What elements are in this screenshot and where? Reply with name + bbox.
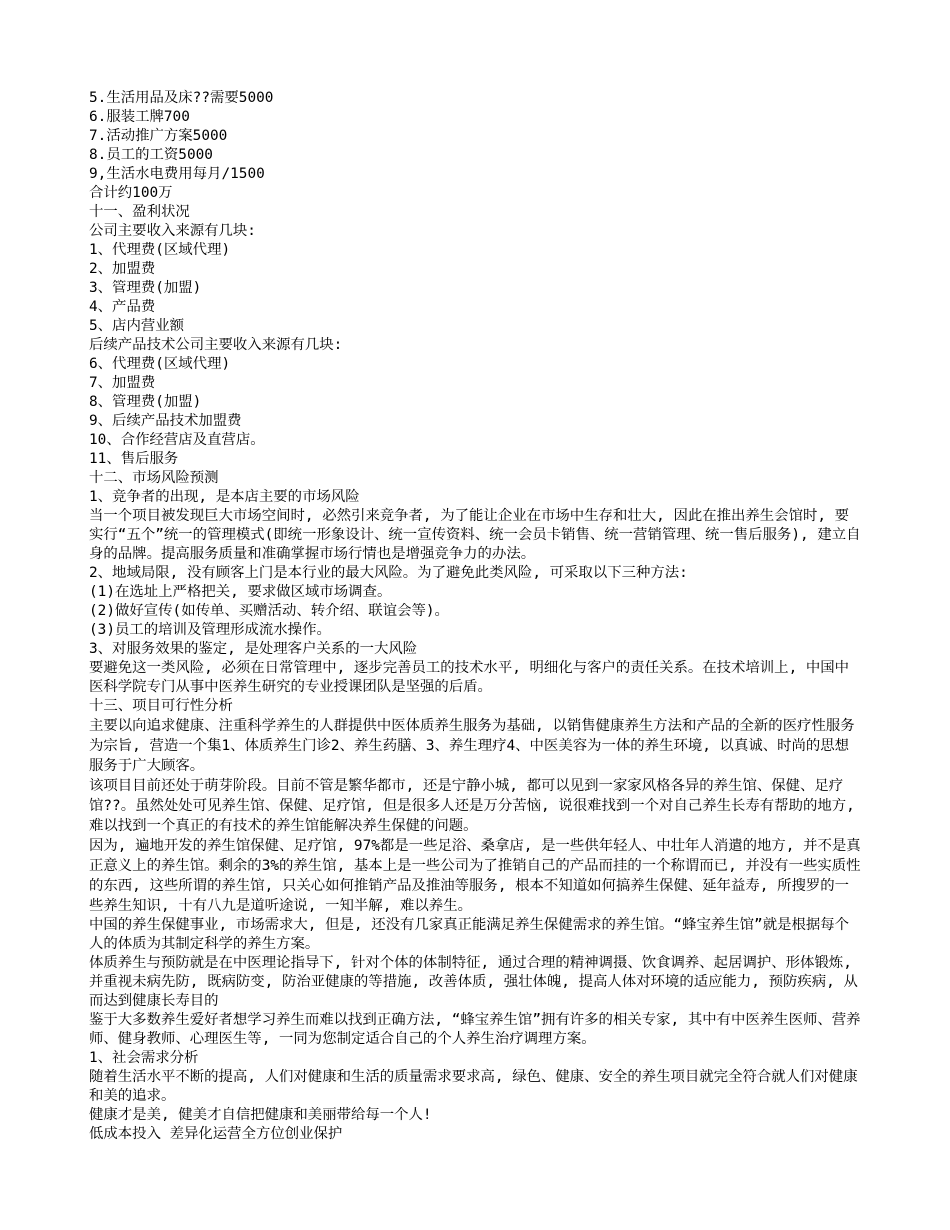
- text-line: 合计约100万: [89, 185, 173, 201]
- paragraph: 随着生活水平不断的提高, 人们对健康和生活的质量需求要求高, 绿色、健康、安全的养生项目就完全符合就人们对健康和美的追求。: [89, 1069, 858, 1104]
- section-heading: 十一、盈利状况: [89, 204, 190, 220]
- text-line: 7.活动推广方案5000: [89, 128, 228, 144]
- list-item: 11、售后服务: [89, 451, 179, 467]
- paragraph: 主要以向追求健康、注重科学养生的人群提供中医体质养生服务为基础, 以销售健康养生方法和产品的全新的医疗性服务为宗旨, 营造一个集1、体质养生门诊2、养生药膳、3、养生理疗4、中医美容为一体的养生环境, 以真诚、时尚的思想服务于广大顾客。: [89, 718, 855, 774]
- paragraph: 中国的养生保健事业, 市场需求大, 但是, 还没有几家真正能满足养生保健需求的养生馆。“蜂宝养生馆”就是根据每个人的体质为其制定科学的养生方案。: [89, 917, 850, 952]
- text-line: 3、对服务效果的鉴定, 是处理客户关系的一大风险: [89, 641, 418, 657]
- section-heading: 十三、项目可行性分析: [89, 698, 233, 714]
- list-item: (3)员工的培训及管理形成流水操作。: [89, 622, 331, 638]
- paragraph: 因为, 遍地开发的养生馆保健、足疗馆, 97%都是一些足浴、桑拿店, 是一些供年轻人、中壮年人消遣的地方, 并不是真正意义上的养生馆。剩余的3%的养生馆, 基本上是一些公司为了推销自己的产品而挂的一个称谓而已, 并没有一些实质性的东西, 这些所谓的养生馆, 只关心如何推销产品及推油等服务, 根本不知道如何搞养生保健、延年益寿, 所搜罗的一些养生知识, 十有八九是道听途说, 一知半解, 难以养生。: [89, 838, 861, 914]
- document-body: [89, 89, 861, 1144]
- section-heading: 十二、市场风险预测: [89, 470, 219, 486]
- section-heading: 1、社会需求分析: [89, 1050, 199, 1066]
- text-line: 后续产品技术公司主要收入来源有几块:: [89, 337, 343, 353]
- text-line: 8.员工的工资5000: [89, 147, 213, 163]
- paragraph: 体质养生与预防就是在中医理论指导下, 针对个体的体制特征, 通过合理的精神调摄、饮食调养、起居调护、形体锻炼, 并重视未病先防, 既病防变, 防治亚健康的等措施, 改善体质, 强壮体魄, 提高人体对环境的适应能力, 预防疾病, 从而达到健康长寿目的: [89, 955, 858, 1009]
- text-line: 低成本投入 差异化运营全方位创业保护: [89, 1126, 343, 1142]
- paragraph: 鉴于大多数养生爱好者想学习养生而难以找到正确方法, “蜂宝养生馆”拥有许多的相关专家, 其中有中医养生医师、营养师、健身教师、心理医生等, 一同为您制定适合自己的个人养生治疗调理方案。: [89, 1012, 861, 1047]
- text-line: 2、地域局限, 没有顾客上门是本行业的最大风险。为了避免此类风险, 可采取以下三种方法:: [89, 565, 688, 581]
- list-item: 6、代理费(区域代理): [89, 356, 231, 372]
- text-line: 9,生活水电费用每月/1500: [89, 166, 265, 182]
- list-item: 8、管理费(加盟): [89, 394, 202, 410]
- text-line: 6.服装工牌700: [89, 109, 190, 125]
- list-item: 4、产品费: [89, 299, 156, 315]
- list-item: 10、合作经营店及直营店。: [89, 432, 265, 448]
- paragraph: 该项目目前还处于萌芽阶段。目前不管是繁华都市, 还是宁静小城, 都可以见到一家家风格各异的养生馆、保健、足疗馆??。虽然处处可见养生馆、保健、足疗馆, 但是很多人还是万分苦恼, 说很难找到一个对自己养生长寿有帮助的地方, 难以找到一个真正的有技术的养生馆能解决养生保健的问题。: [89, 778, 855, 834]
- list-item: (1)在选址上严格把关, 要求做区域市场调查。: [89, 584, 392, 600]
- list-item: 1、代理费(区域代理): [89, 242, 231, 258]
- paragraph: 当一个项目被发现巨大市场空间时, 必然引来竞争者, 为了能让企业在市场中生存和壮大, 因此在推出养生会馆时, 要实行“五个”统一的管理模式(即统一形象设计、统一宣传资料、统一会员卡销售、统一营销管理、统一售后服务), 建立自身的品牌。提高服务质量和准确掌握市场行情也是增强竞争力的办法。: [89, 508, 861, 562]
- list-item: 2、加盟费: [89, 261, 156, 277]
- text-line: 5.生活用品及床??需要5000: [89, 90, 274, 106]
- text-line: 1、竞争者的出现, 是本店主要的市场风险: [89, 489, 360, 505]
- list-item: 9、后续产品技术加盟费: [89, 413, 242, 429]
- list-item: (2)做好宣传(如传单、买赠活动、转介绍、联谊会等)。: [89, 603, 449, 619]
- text-line: 公司主要收入来源有几块:: [89, 223, 256, 239]
- paragraph: 要避免这一类风险, 必须在日常管理中, 逐步完善员工的技术水平, 明细化与客户的责任关系。在技术培训上, 中国中医科学院专门从事中医养生研究的专业授课团队是坚强的后盾。: [89, 660, 850, 695]
- text-line: 健康才是美, 健美才自信把健康和美丽带给每一个人!: [89, 1107, 432, 1123]
- list-item: 3、管理费(加盟): [89, 280, 202, 296]
- list-item: 5、店内营业额: [89, 318, 185, 334]
- list-item: 7、加盟费: [89, 375, 156, 391]
